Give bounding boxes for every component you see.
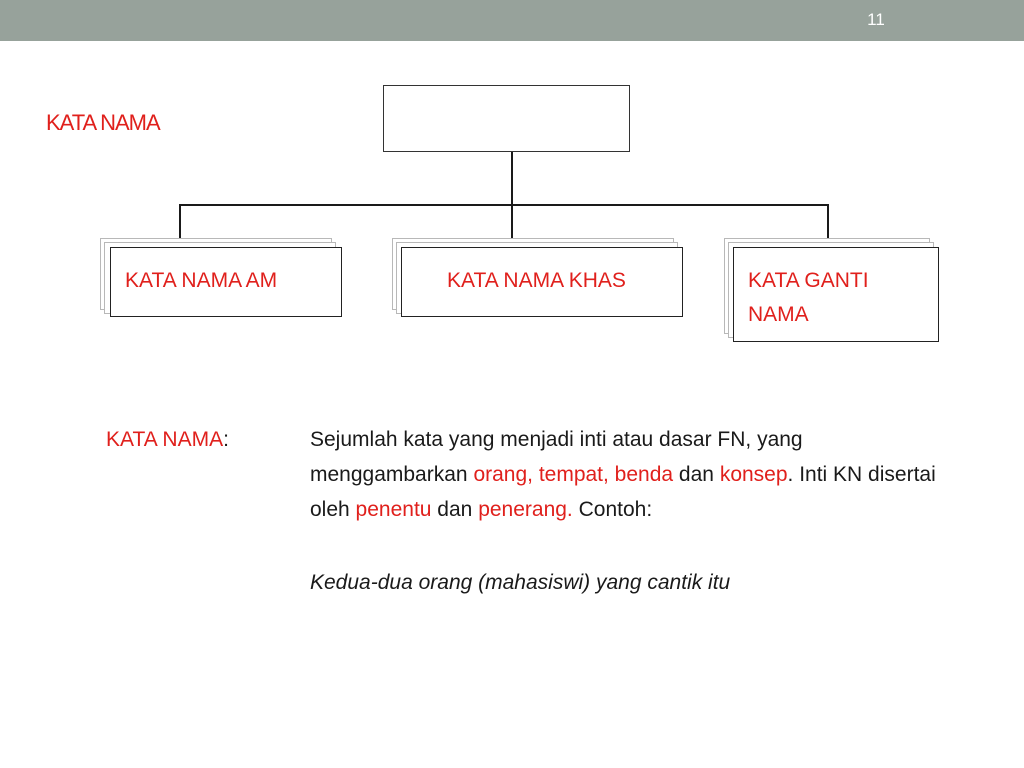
definition-colon: : xyxy=(223,428,229,451)
definition-term xyxy=(106,422,229,457)
definition-term-label: KATA NAMA xyxy=(106,428,224,451)
node-face xyxy=(401,247,683,317)
node-label: KATA GANTI NAMA xyxy=(748,269,869,326)
definition-highlight: orang, tempat, benda xyxy=(473,463,674,486)
slide-number: 11 xyxy=(867,10,885,29)
node-label: KATA NAMA AM xyxy=(125,269,278,292)
definition-text: . Inti KN disertai oleh xyxy=(310,463,936,521)
definition-text: Contoh: xyxy=(572,498,653,521)
node-face xyxy=(110,247,342,317)
root-node-box xyxy=(383,85,630,152)
node-face xyxy=(733,247,939,342)
definition-text: dan xyxy=(673,463,720,486)
definition-body xyxy=(310,422,960,527)
definition-text: dan xyxy=(431,498,479,521)
definition-highlight: penentu xyxy=(355,498,432,521)
definition-example: Kedua-dua orang (mahasiswi) yang cantik itu xyxy=(310,571,731,594)
definition-text: Sejumlah kata yang menjadi inti atau dasar FN, yang menggambarkan xyxy=(310,428,803,486)
slide-title: KATA NAMA xyxy=(46,110,160,135)
definition-highlight: konsep xyxy=(719,463,788,486)
node-label: KATA NAMA KHAS xyxy=(447,269,626,292)
definition-highlight: penerang. xyxy=(478,498,573,521)
